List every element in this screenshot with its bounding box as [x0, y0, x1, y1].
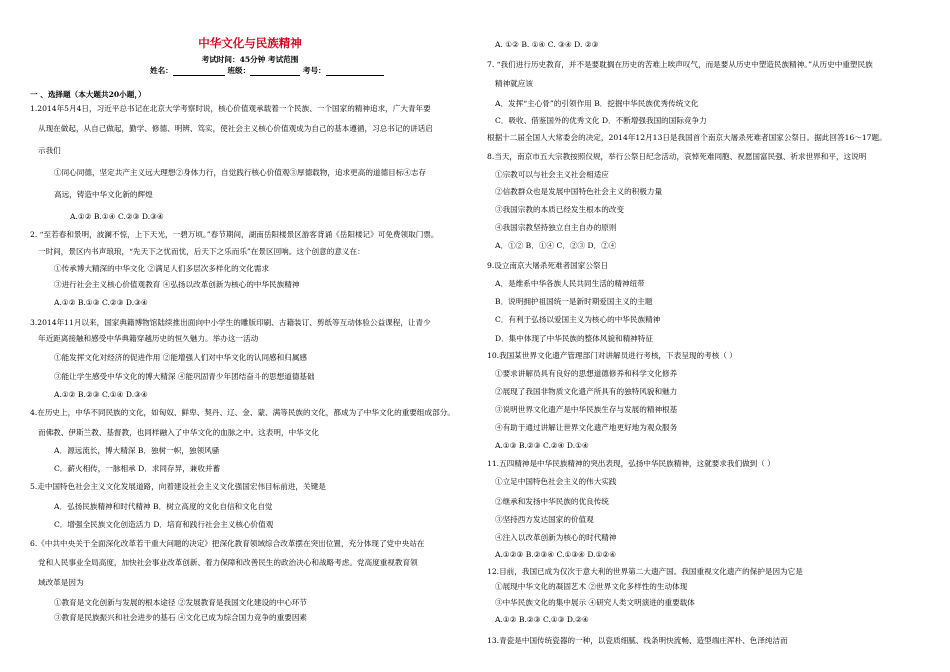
- right-text-line: 11.五四精神是中华民族精神的突出表现，弘扬中华民族精神，这就要求我们做到（ ）: [487, 459, 775, 468]
- right-text-line: ④有助于通过讲解让世界文化遗产地更好地为观众服务: [495, 423, 678, 432]
- right-text-line: ①要求讲解员具有良好的思想道德修养和科学文化修养: [495, 369, 678, 378]
- right-text-line: A.①②③ B.②③④ C.①③④ D.①②④: [495, 550, 617, 559]
- right-text-line: A．发挥“主心骨”的引领作用 B．挖掘中华民族优秀传统文化: [495, 99, 699, 108]
- left-text-line: 示我们: [38, 146, 61, 155]
- right-text-line: B．说明拥护祖国统一是新时期爱国主义的主题: [495, 297, 653, 306]
- id-field[interactable]: [326, 67, 384, 76]
- name-label: 姓名：: [150, 66, 173, 75]
- right-text-line: 根据十二届全国人大常委会的决定，2014年12月13日是我国首个南京大屠杀死难者国家公祭日。据此回答16～17题。: [487, 133, 887, 142]
- left-text-line: A.①② B.②③ C.①④ D.③④: [54, 390, 148, 399]
- left-text-line: 域改革是因为: [38, 578, 84, 587]
- left-text-line: ③进行社会主义核心价值观教育 ④弘扬以改革创新为核心的中华民族精神: [54, 280, 300, 289]
- left-text-line: ①能发挥文化对经济的促进作用 ②能增强人们对中华文化的认同感和归属感: [54, 353, 308, 362]
- right-text-line: ①宗教可以与社会主义社会相适应: [495, 170, 609, 179]
- right-text-line: ①展现中华文化的凝固艺术 ②世界文化多样性的生动体现: [495, 582, 688, 591]
- right-text-line: A. ①② B. ①④ C. ③④ D. ②③: [495, 40, 599, 49]
- left-text-line: 4.在历史上，中华不同民族的文化，如匈奴、鲜卑、契丹、辽、金、蒙、满等民族的文化，都成为了中华文化的重要组成部分。: [30, 408, 455, 417]
- left-text-line: ③教育是民族振兴和社会进步的基石 ④文化已成为综合国力竞争的重要因素: [54, 613, 308, 622]
- exam-subtitle: [30, 55, 470, 65]
- left-text-line: 5.走中国特色社会主义文化发展道路，向着建设社会主义文化强国宏伟目标前进，关键是: [30, 482, 326, 491]
- right-text-line: A．①② B．①④ C．②③ D．②④: [495, 241, 617, 250]
- right-text-line: A.①③ B.②③ C.②④ D.①④: [495, 441, 589, 450]
- right-text-line: A.①② B.②③ C.①③ D.②④: [495, 615, 589, 624]
- right-text-line: 9.设立南京大屠杀死难者国家公祭日: [487, 261, 609, 270]
- right-text-line: ①立足中国特色社会主义的伟大实践: [495, 477, 617, 486]
- id-label: 考号：: [302, 66, 326, 75]
- class-label: 班级：: [227, 66, 251, 75]
- right-text-line: A．是维系中华各族人民共同生活的精神纽带: [495, 279, 645, 288]
- section-title: 一 、选择题（本大题共20小题，）: [30, 90, 146, 99]
- left-text-line: ①教育是文化创新与发展的根本途径 ②发展教育是我国文化建设的中心环节: [54, 598, 308, 607]
- left-text-line: 年近距离接触和感受中华典籍穿越历史的恒久魅力。举办这一活动: [38, 334, 259, 343]
- left-text-line: ③能让学生感受中华文化的博大精深 ④能巩固青少年团结奋斗的思想道德基础: [54, 372, 315, 381]
- right-text-line: 13.青瓷是中国传统瓷器的一种，以瓷质细腻、线条明快流畅、造型端庄浑朴、色泽纯洁而: [487, 636, 788, 645]
- student-info-row: [150, 66, 384, 76]
- right-text-line: ④注入以改革创新为核心的时代精神: [495, 533, 617, 542]
- right-text-line: 7. “我们进行历史教育，并不是要耽搁在历史的苦难上唉声叹气，而是要从历史中塑造民族精神。”从历史中重塑民族: [487, 60, 873, 69]
- left-text-line: A．弘扬民族精神和时代精神 B．树立高度的文化自信和文化自觉: [54, 502, 273, 511]
- left-text-line: 高远，铸造中华文化新的辉煌: [54, 190, 153, 199]
- right-text-line: 10.我国某世界文化遗产管理部门对讲解员进行考核，下表呈现的考核（ ）: [487, 351, 737, 360]
- right-text-line: 精神就应该: [495, 79, 533, 88]
- left-text-line: 一时间，景区内书声琅琅，“先天下之忧而忧，后天下之乐而乐”在景区回响。这个创意的意义在：: [38, 247, 365, 256]
- right-text-line: 12.目前，我国已成为仅次于意大利的世界第二大遗产国。我国重视文化遗产的保护是因为它是: [487, 567, 803, 576]
- left-text-line: 3.2014年11月以来，国家典籍博物馆陆续推出面向中小学生的雕版印刷、古籍装订、剪纸等互动体验公益课程，让青少: [30, 318, 431, 327]
- left-text-line: 2. “至若春和景明，波澜不惊，上下天光，一碧万顷。”春节期间，湖南岳阳楼景区游客背诵《岳阳楼记》可免费领取门票。: [30, 230, 439, 239]
- right-text-line: ②继承和发扬中华民族的优良传统: [495, 497, 609, 506]
- name-field[interactable]: [173, 67, 225, 76]
- left-text-line: 党和人民事业全局高度，加快社会事业改革创新、着力保障和改善民生的政治决心和战略考虑。党高度重视教育领: [38, 558, 418, 567]
- right-text-line: D．集中体现了中华民族的整体风貌和精神特征: [495, 334, 653, 343]
- right-text-line: ③说明世界文化遗产是中华民族生存与发展的精神根基: [495, 405, 678, 414]
- left-text-line: A.①② B.①③ C.②③ D.③④: [54, 298, 148, 307]
- right-text-line: C．有利于弘扬以爱国主义为核心的中华民族精神: [495, 315, 661, 324]
- left-text-line: C．薪火相传，一脉相承 D．求同存异，兼收并蓄: [54, 464, 221, 473]
- right-text-line: ③中华民族文化的集中展示 ④研究人类文明演进的重要载体: [495, 598, 695, 607]
- exam-title: 中华文化与民族精神: [198, 36, 302, 50]
- right-text-line: ④我国宗教坚持独立自主自办的原则: [495, 223, 617, 232]
- right-text-line: 8.当天，南京市五大宗教按照仪规，举行公祭日纪念活动，哀悼死难同胞、祝愿国富民强、祈求世界和平，这说明: [487, 152, 867, 161]
- exam-subtitle-text: 考试时间：45分钟 考试范围: [201, 55, 299, 64]
- right-text-line: ②展现了我国非物质文化遗产所具有的独特风貌和魅力: [495, 387, 678, 396]
- left-text-line: A.①② B.①④ C.②③ D.③④: [70, 212, 164, 221]
- left-text-line: ①同心同德，坚定共产主义远大理想②身体力行，自觉践行核心价值观③厚德载物，追求更高的道德目标④志存: [54, 168, 427, 177]
- left-text-line: A．源远流长，博大精深 B．独树一帜，独领风骚: [54, 446, 220, 455]
- left-text-line: 1.2014年5月4日，习近平总书记在北京大学考察时说，核心价值观承载着一个民族、一个国家的精神追求，广大青年要: [30, 104, 431, 113]
- right-text-line: ③我国宗教的本质已经发生根本的改变: [495, 205, 625, 214]
- right-text-line: C．吸收、借鉴国外的优秀文化 D．不断增强我国的国际竞争力: [495, 116, 707, 125]
- left-text-line: 6.《中共中央关于全面深化改革若干重大问题的决定》把深化教育领域综合改革摆在突出位置，充分体现了党中央站在: [30, 539, 425, 548]
- class-field[interactable]: [250, 67, 300, 76]
- left-text-line: C．增强全民族文化创造活力 D．培育和践行社会主义核心价值观: [54, 520, 274, 529]
- right-text-line: ②信教群众也是发展中国特色社会主义的积极力量: [495, 187, 663, 196]
- left-text-line: ①传承博大精深的中华文化 ②满足人们多层次多样化的文化需求: [54, 264, 270, 273]
- left-text-line: 而佛教、伊斯兰教、基督教，也同样融入了中华文化的血脉之中。这表明，中华文化: [38, 428, 319, 437]
- right-text-line: ③坚持西方发达国家的价值观: [495, 515, 594, 524]
- left-text-line: 从现在做起，从自己做起，勤学、修德、明辨、笃实，使社会主义核心价值观成为自己的基本遵循，习总书记的讲话启: [38, 124, 433, 133]
